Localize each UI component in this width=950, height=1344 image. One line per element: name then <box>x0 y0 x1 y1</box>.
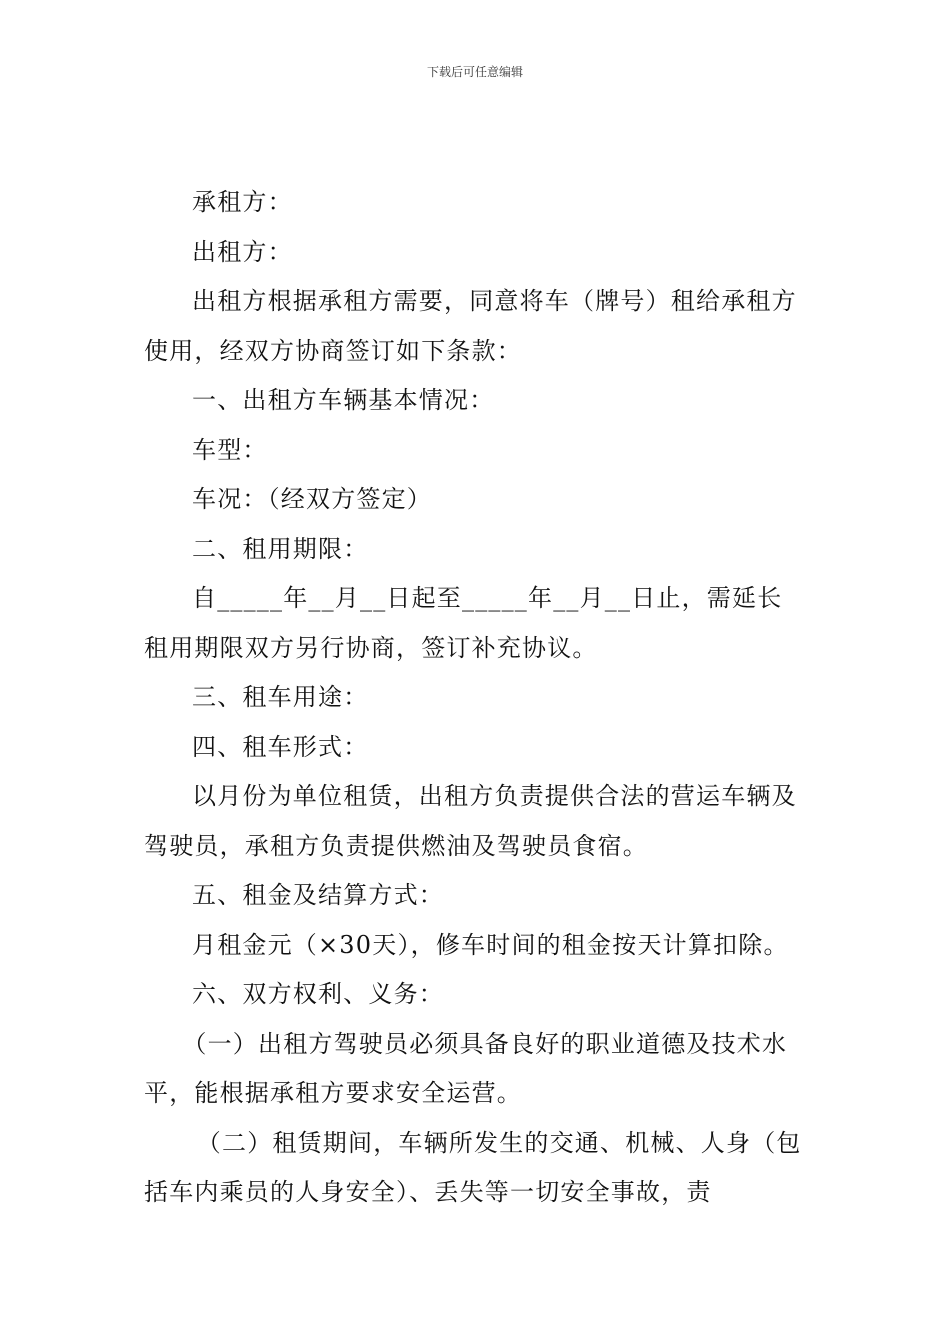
section-heading-vehicle: 一、出租方车辆基本情况： <box>192 386 495 414</box>
rights-clause-1: （一）出租方驾驶员必须具备良好的职业道德及技术水平，能根据承租方要求安全运营。 <box>144 1029 788 1107</box>
contract-body <box>144 178 806 1218</box>
page-header-note: 下载后可任意编辑 <box>426 65 523 79</box>
section-heading-rights: 六、双方权利、义务： <box>192 980 444 1008</box>
section-heading-purpose: 三、租车用途： <box>192 683 369 711</box>
lessee-line: 承租方： <box>192 188 293 216</box>
vehicle-condition-line: 车况：（经双方签定） <box>192 485 432 513</box>
section-heading-rent: 五、租金及结算方式： <box>192 881 444 909</box>
rent-paragraph: 月租金元（×30天），修车时间的租金按天计算扣除。 <box>192 930 789 959</box>
lessor-line: 出租方： <box>192 237 293 266</box>
term-paragraph: 自_____年__月__日起至_____年__月__日止，需延长租用期限双方另行协商，签订补充协议。 <box>144 584 783 662</box>
intro-paragraph: 出租方根据承租方需要，同意将车（牌号）租给承租方使用，经双方协商签订如下条款： <box>144 287 797 365</box>
vehicle-model-line: 车型： <box>192 435 268 464</box>
section-heading-term: 二、租用期限： <box>192 534 369 563</box>
section-heading-form: 四、租车形式： <box>192 732 369 761</box>
rights-clause-2: （二）租赁期间，车辆所发生的交通、机械、人身（包括车内乘员的人身安全）、丢失等一切安全事故，责 <box>144 1128 802 1206</box>
form-paragraph: 以月份为单位租赁，出租方负责提供合法的营运车辆及驾驶员，承租方负责提供燃油及驾驶员食宿。 <box>144 782 797 860</box>
